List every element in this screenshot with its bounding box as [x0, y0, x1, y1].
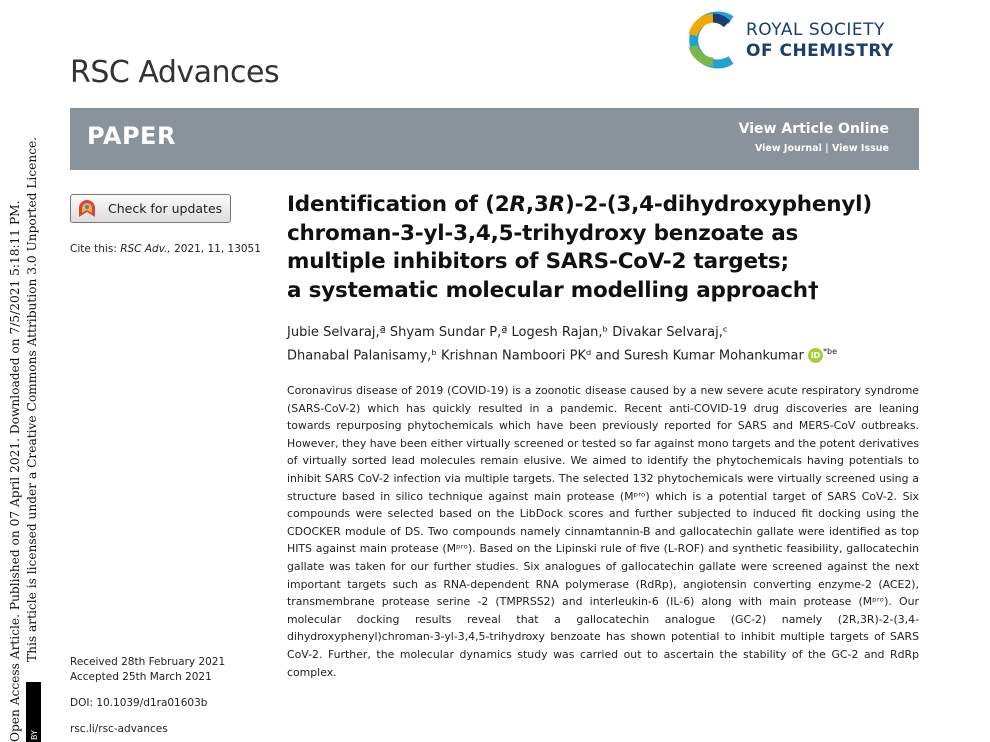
journal-url[interactable]: rsc.li/rsc-advances [70, 723, 168, 735]
view-links [755, 143, 889, 154]
title-line-4: a systematic molecular modelling approach† [287, 277, 819, 303]
view-journal-link[interactable]: View Journal [754, 143, 822, 154]
authors-line-2-text: Dhanabal Palanisamy,ᵇ Krishnan Namboori PKᵈ and Suresh Kumar Mohankumar [287, 348, 804, 364]
orcid-icon[interactable]: iD [808, 348, 823, 363]
links-separator: | [825, 143, 829, 154]
author-list [287, 323, 927, 365]
article-type-label: PAPER [87, 122, 176, 150]
check-updates-icon [78, 199, 96, 219]
authors-line-1: Jubie Selvaraj,ª Shyam Sundar P,ª Logesh Rajan,ᵇ Divakar Selvaraj,ᶜ [287, 325, 728, 340]
article-title [287, 191, 927, 305]
view-issue-link[interactable]: View Issue [831, 143, 889, 154]
check-for-updates-button[interactable] [70, 194, 231, 223]
rsc-logo-mark-icon [683, 10, 745, 70]
citation-journal: RSC Adv., [120, 243, 171, 255]
citation-prefix: Cite this: [70, 243, 117, 255]
received-date: Received 28th February 2021 [70, 656, 226, 668]
title-line-1: Identification of (2R,3R)-2-(3,4-dihydroxyphenyl) [287, 192, 872, 217]
rsc-logo [683, 10, 923, 70]
corresponding-marks: *be [823, 347, 838, 356]
open-access-notice: Open Access Article. Published on 07 April 2021. Downloaded on 7/5/2021 5:18:11 PM. [8, 200, 22, 742]
title-line-3: multiple inhibitors of SARS-CoV-2 targets; [287, 249, 789, 274]
check-for-updates-label: Check for updates [108, 201, 223, 216]
view-article-online-link[interactable]: View Article Online [738, 121, 889, 137]
rsc-wordmark [746, 20, 894, 62]
license-notice[interactable]: This article is licensed under a Creative Commons Attribution 3.0 Unported Licence. [25, 136, 39, 662]
cc-badge-label: BY [30, 730, 39, 740]
abstract: Coronavirus disease of 2019 (COVID-19) is a zoonotic disease caused by a new severe acute respiratory syndrome (SARS-CoV-2) which has quickly resulted in a pandemic. Recent anti-COVID-19 drug discoveries are leaning towards repurposing phytochemicals which have been previously reported for SARS and MERS-CoV outbreaks. However, they have been either virtually screened or tested so far against mono targets and the potent derivatives of virtually sorted lead molecules remain elusive. We aimed to identify the phytochemicals having potentials to inhibit SARS CoV-2 infection via multiple targets. The selected 132 phytochemicals were virtually screened using a structure based in silico technique against main protease (Mᵖʳᵒ) which is a potential target of SARS CoV-2. Six compounds were selected based on the LibDock scores and further subjected to induced fit docking using the CDOCKER module of DS. Two compounds namely cinnamtannin-B and gallocatechin gallate were identified as top HITS against main protease (Mᵖʳᵒ). Based on the Lipinski rule of five (L-ROF) and synthetic feasibility, gallocatechin gallate was taken for our further studies. Six analogues of gallocatechin gallate were screened against the next important targets such as RNA-dependent RNA polymerase (RdRp), angiotensin converting enzyme-2 (ACE2), transmembrane protease serine -2 (TMPRSS2) and interleukin-6 (IL-6) along with main protease (Mᵖʳᵒ). Our molecular docking results reveal that a gallocatechin analogue (GC-2) namely (2R,3R)-2-(3,4-dihydroxyphenyl)chroman-3-yl-3,4,5-trihydroxy benzoate has shown potential to inhibit multiple targets of SARS CoV-2. Further, the molecular dynamics study was carried out to ascertain the stability of the GC-2 and RdRp complex. [287, 384, 920, 679]
accepted-date: Accepted 25th March 2021 [70, 671, 212, 683]
rsc-wordmark-line1: ROYAL SOCIETY [746, 20, 885, 40]
citation-details: 2021, 11, 13051 [174, 243, 261, 255]
cc-license-badge[interactable] [26, 682, 41, 742]
article-type-banner [70, 108, 919, 170]
doi[interactable]: DOI: 10.1039/d1ra01603b [70, 697, 208, 709]
citation-line [70, 243, 261, 255]
authors-line-2 [287, 342, 927, 365]
journal-name: RSC Advances [70, 55, 280, 90]
title-line-2: chroman-3-yl-3,4,5-trihydroxy benzoate as [287, 220, 799, 246]
rsc-wordmark-line2: OF CHEMISTRY [746, 41, 894, 61]
license-sidebar [0, 0, 48, 742]
